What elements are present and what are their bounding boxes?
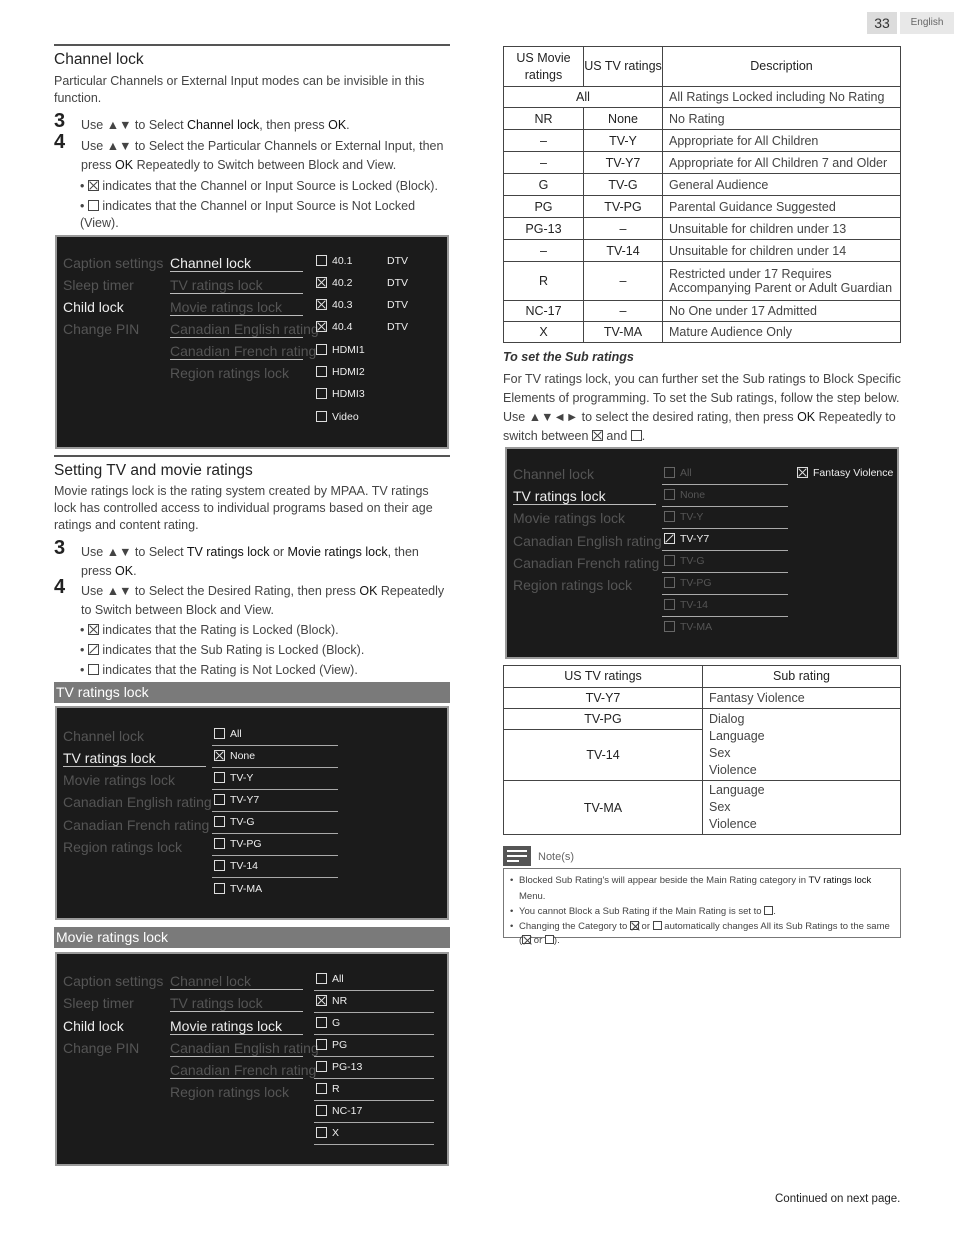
note-icon: [503, 846, 531, 866]
menu-change-pin[interactable]: Change PIN: [63, 1040, 140, 1056]
channel-item[interactable]: Video: [314, 407, 359, 429]
unlocked-box-icon: [764, 906, 773, 915]
notes-box: [503, 868, 901, 946]
menu-canadian-english-rating[interactable]: Canadian English rating: [170, 321, 319, 337]
tv-rating-item[interactable]: TV-G: [212, 812, 338, 834]
sub-tv-rating-item[interactable]: TV-PG: [662, 573, 788, 595]
menu-canadian-english-rating[interactable]: Canadian English rating: [170, 1040, 319, 1056]
tv-ratings-screen: [55, 706, 449, 920]
movie-rating-item[interactable]: X: [314, 1123, 434, 1145]
menu-movie-ratings-lock[interactable]: Movie ratings lock: [170, 1018, 303, 1035]
menu-channel-lock[interactable]: Channel lock: [170, 255, 303, 272]
movie-rating-item[interactable]: R: [314, 1079, 434, 1101]
menu-tv-ratings-lock[interactable]: TV ratings lock: [63, 750, 206, 767]
menu-canadian-french-rating[interactable]: Canadian French rating: [513, 555, 660, 571]
table-row: All All Ratings Locked including No Rating: [504, 87, 901, 108]
dtv-label: DTV: [387, 299, 408, 311]
locked-box-icon: [592, 430, 603, 441]
unlocked-box-icon: [631, 430, 642, 441]
channel-lock-step3: 3 Use ▲▼ to Select Channel lock, then press OK.: [54, 110, 350, 132]
note-item: • You cannot Block a Sub Rating if the Main Rating is set to .: [510, 904, 894, 920]
col-header-description: Description: [663, 47, 901, 87]
note-item: • Blocked Sub Rating's will appear beside the Main Rating category in TV ratings lock Menu.: [510, 873, 894, 904]
continued-footer: Continued on next page.: [775, 1193, 901, 1205]
notes-label: Note(s): [538, 851, 575, 863]
channel-lock-title: Channel lock: [54, 44, 450, 69]
ratings-title: Setting TV and movie ratings: [54, 455, 450, 480]
menu-tv-ratings-lock[interactable]: TV ratings lock: [170, 995, 303, 1012]
locked-box-icon: [88, 624, 99, 635]
sub-tv-rating-item[interactable]: All: [662, 463, 788, 485]
menu-region-ratings-lock[interactable]: Region ratings lock: [63, 839, 183, 855]
tv-rating-item[interactable]: All: [212, 724, 338, 746]
locked-box-icon: [630, 921, 639, 930]
channel-item[interactable]: 40.2: [314, 273, 352, 295]
locked-box-icon: [88, 180, 99, 191]
sub-ratings-title: To set the Sub ratings: [503, 350, 634, 364]
table-row: G TV-G General Audience: [504, 174, 901, 196]
locked-box-icon: [522, 935, 531, 944]
channel-lock-screen: [55, 235, 449, 449]
ratings-step4: 4 Use ▲▼ to Select the Desired Rating, then press OK Repeatedly to Switch between Block and View.: [54, 576, 445, 617]
menu-channel-lock[interactable]: Channel lock: [513, 466, 594, 482]
menu-child-lock[interactable]: Child lock: [63, 299, 124, 315]
movie-ratings-screen: [55, 952, 449, 1166]
col-header-tv: US TV ratings: [584, 47, 663, 87]
rating-table: [503, 46, 901, 343]
tv-rating-item[interactable]: TV-Y: [212, 768, 338, 790]
menu-movie-ratings-lock[interactable]: Movie ratings lock: [63, 772, 176, 788]
sub-locked-box-icon: [88, 644, 99, 655]
table-row: TV-Y7 Fantasy Violence: [504, 688, 901, 709]
unlocked-box-icon: [545, 935, 554, 944]
table-row: PG TV-PG Parental Guidance Suggested: [504, 196, 901, 218]
channel-lock-intro: Particular Channels or External Input modes can be invisible in this function.: [54, 74, 425, 105]
channel-item[interactable]: HDMI1: [314, 340, 365, 362]
ratings-bullet-locked: • indicates that the Rating is Locked (Block).: [80, 623, 339, 637]
table-row: R – Restricted under 17 Requires Accompanying Parent or Adult Guardian: [504, 262, 901, 301]
movie-rating-item[interactable]: PG-13: [314, 1057, 434, 1079]
menu-region-ratings-lock[interactable]: Region ratings lock: [513, 577, 633, 593]
col-header-us-tv: US TV ratings: [504, 666, 703, 688]
sub-rating-table: [503, 665, 901, 835]
menu-region-ratings-lock[interactable]: Region ratings lock: [170, 1084, 290, 1100]
tv-ratings-lock-header: TV ratings lock: [54, 682, 450, 703]
table-row: TV-14: [504, 730, 901, 781]
tv-rating-item[interactable]: TV-14: [212, 856, 338, 878]
menu-movie-ratings-lock[interactable]: Movie ratings lock: [170, 299, 303, 316]
ratings-bullet-sub-locked: • indicates that the Sub Rating is Locked (Block).: [80, 643, 365, 657]
col-header-sub-rating: Sub rating: [703, 666, 901, 688]
menu-region-ratings-lock[interactable]: Region ratings lock: [170, 365, 290, 381]
sub-ratings-text: For TV ratings lock, you can further set the Sub ratings to Block Specific Elements of programming. To set the Sub ratings, follow the step below. Use ▲▼◄► to select the desired rating, then press OK Repeatedly to switch between and .: [503, 372, 901, 443]
notes-header: [503, 846, 901, 868]
channel-item[interactable]: HDMI2: [314, 362, 365, 384]
menu-sleep-timer[interactable]: Sleep timer: [63, 277, 134, 293]
channel-lock-step4: 4 Use ▲▼ to Select the Particular Channels or External Input, then press OK Repeatedly to Switch between Block and View.: [54, 131, 444, 172]
sub-tv-rating-item[interactable]: TV-Y: [662, 507, 788, 529]
tv-rating-item[interactable]: TV-Y7: [212, 790, 338, 812]
table-row: PG-13 – Unsuitable for children under 13: [504, 218, 901, 240]
channel-item[interactable]: 40.3: [314, 295, 352, 317]
language-tab: English: [900, 12, 954, 34]
menu-tv-ratings-lock[interactable]: TV ratings lock: [513, 488, 656, 505]
tv-rating-item[interactable]: TV-PG: [212, 834, 338, 856]
channel-item[interactable]: 40.4: [314, 317, 352, 339]
menu-canadian-english-rating[interactable]: Canadian English rating: [63, 794, 212, 810]
dtv-label: DTV: [387, 277, 408, 289]
channel-lock-bullet-locked: • indicates that the Channel or Input Source is Locked (Block).: [80, 179, 438, 193]
menu-canadian-english-rating[interactable]: Canadian English rating: [513, 533, 662, 549]
movie-ratings-lock-header: Movie ratings lock: [54, 927, 450, 948]
sub-ratings-screen: [505, 447, 899, 659]
sub-tv-rating-item[interactable]: TV-14: [662, 595, 788, 617]
ratings-intro: Movie ratings lock is the rating system created by MPAA. TV ratings lock has controlled access to individual programs based on their age ratings and content rating.: [54, 484, 433, 532]
col-header-movie: US Movie ratings: [504, 47, 584, 87]
page-number: 33: [867, 12, 897, 34]
sub-tv-rating-item[interactable]: TV-Y7: [662, 529, 788, 551]
tv-rating-item[interactable]: TV-MA: [212, 879, 338, 901]
channel-item[interactable]: 40.1: [314, 251, 352, 273]
menu-tv-ratings-lock[interactable]: TV ratings lock: [170, 277, 303, 294]
menu-canadian-french-rating[interactable]: Canadian French rating: [170, 1062, 317, 1078]
channel-lock-bullet-unlocked: • indicates that the Channel or Input Source is Not Locked (View).: [80, 199, 416, 230]
menu-channel-lock[interactable]: Channel lock: [170, 973, 303, 990]
table-row: – TV-Y Appropriate for All Children: [504, 130, 901, 152]
menu-change-pin[interactable]: Change PIN: [63, 321, 140, 337]
channel-item[interactable]: HDMI3: [314, 384, 365, 406]
dtv-label: DTV: [387, 255, 408, 267]
movie-rating-item[interactable]: All: [314, 969, 434, 991]
menu-caption-settings[interactable]: Caption settings: [63, 255, 164, 271]
menu-sleep-timer[interactable]: Sleep timer: [63, 995, 134, 1011]
movie-rating-item[interactable]: NR: [314, 991, 434, 1013]
movie-rating-item[interactable]: G: [314, 1013, 434, 1035]
ratings-bullet-unlocked: • indicates that the Rating is Not Locked (View).: [80, 663, 358, 677]
table-row: TV-PG Dialog Language Sex Violence: [504, 709, 901, 730]
table-row: TV-MA Language Sex Violence: [504, 781, 901, 835]
table-row: NC-17 – No One under 17 Admitted: [504, 301, 901, 322]
table-row: X TV-MA Mature Audience Only: [504, 322, 901, 343]
unlocked-box-icon: [653, 921, 662, 930]
menu-movie-ratings-lock[interactable]: Movie ratings lock: [513, 510, 626, 526]
sub-tv-rating-item[interactable]: TV-MA: [662, 617, 788, 639]
menu-canadian-french-rating[interactable]: Canadian French rating: [170, 343, 317, 359]
unlocked-box-icon: [88, 664, 99, 675]
table-row: – TV-Y7 Appropriate for All Children 7 and Older: [504, 152, 901, 174]
dtv-label: DTV: [387, 321, 408, 333]
menu-caption-settings[interactable]: Caption settings: [63, 973, 164, 989]
menu-canadian-french-rating[interactable]: Canadian French rating: [63, 817, 210, 833]
menu-child-lock[interactable]: Child lock: [63, 1018, 124, 1034]
sub-tv-rating-item[interactable]: None: [662, 485, 788, 507]
menu-channel-lock[interactable]: Channel lock: [63, 728, 144, 744]
sub-tv-rating-item[interactable]: TV-G: [662, 551, 788, 573]
tv-rating-item[interactable]: None: [212, 746, 338, 768]
sub-rating-fantasy-violence[interactable]: Fantasy Violence: [795, 463, 893, 485]
table-row: NR None No Rating: [504, 108, 901, 130]
note-item: • Changing the Category to or automatically changes All its Sub Ratings to the same ( or ).: [510, 920, 894, 948]
table-row: – TV-14 Unsuitable for children under 14: [504, 240, 901, 262]
ratings-step3: 3 Use ▲▼ to Select TV ratings lock or Movie ratings lock, then press OK.: [54, 537, 419, 578]
movie-rating-item[interactable]: NC-17: [314, 1101, 434, 1123]
unlocked-box-icon: [88, 200, 99, 211]
movie-rating-item[interactable]: PG: [314, 1035, 434, 1057]
